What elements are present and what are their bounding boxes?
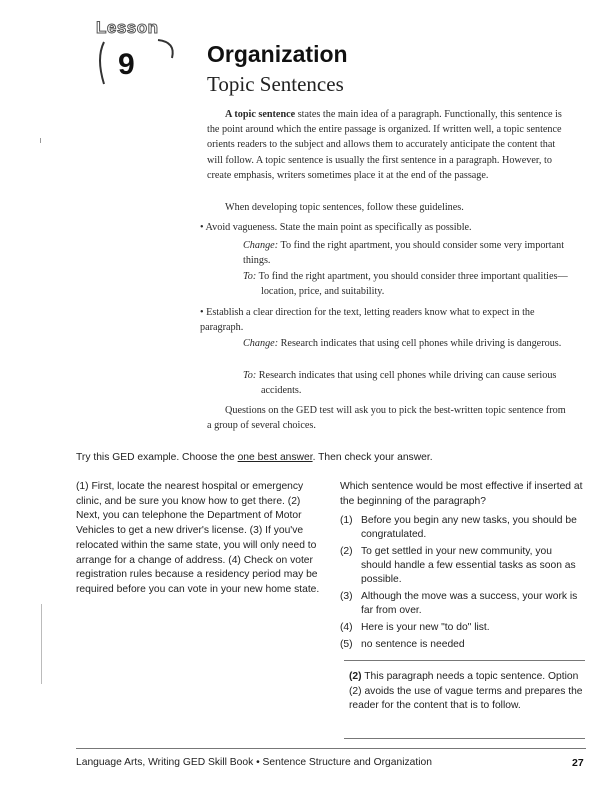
to-label: To: — [243, 370, 257, 381]
guideline-2-to — [243, 368, 591, 398]
page-title: Organization — [207, 41, 348, 67]
option-text: Here is your new "to do" list. — [361, 621, 490, 633]
option-2[interactable] — [340, 545, 585, 588]
ged-note: Questions on the GED test will ask you to pick the best-written topic sentence from a group of several choices. — [207, 405, 566, 432]
option-5[interactable] — [340, 638, 585, 652]
guideline-1-change — [243, 238, 573, 268]
change-text: To find the right apartment, you should consider some very important things. — [243, 240, 565, 267]
guideline-2: • Establish a clear direction for the text, letting readers know what to expect in the paragraph. — [200, 307, 535, 334]
footer-text: Language Arts, Writing GED Skill Book • Sentence Structure and Organization — [76, 757, 432, 768]
option-text: To get settled in your new community, you should handle a few essential tasks as soon as possible. — [361, 545, 576, 586]
option-number: (5) — [340, 638, 353, 650]
option-number: (4) — [340, 621, 353, 633]
try-text-before: Try this GED example. Choose the — [76, 452, 238, 463]
try-text-after: . Then check your answer. — [312, 452, 433, 463]
change-label: Change: — [243, 338, 279, 349]
page-number: 27 — [572, 757, 584, 769]
answer-divider-bottom — [344, 738, 585, 739]
option-number: (2) — [340, 545, 353, 557]
guideline-2-change — [243, 336, 573, 351]
answer-options — [340, 514, 585, 654]
try-instructions — [76, 451, 576, 466]
intro-paragraph — [207, 107, 572, 183]
scan-mark — [40, 138, 41, 143]
to-label: To: — [243, 271, 257, 282]
option-text: no sentence is needed — [361, 638, 465, 650]
option-4[interactable] — [340, 621, 585, 635]
lesson-label: Lesson — [96, 18, 159, 37]
guidelines-intro: When developing topic sentences, follow these guidelines. — [225, 202, 464, 213]
option-1[interactable] — [340, 514, 585, 542]
answer-divider-top — [344, 660, 585, 661]
lesson-number: 9 — [118, 48, 135, 81]
option-number: (1) — [340, 515, 353, 526]
intro-term: A topic sentence — [225, 109, 296, 120]
option-text: Although the move was a success, your work is far from over. — [361, 591, 578, 617]
try-underlined: one best answer — [237, 452, 313, 463]
example-question: Which sentence would be most effective if inserted at the beginning of the paragraph? — [340, 481, 583, 507]
answer-text: This paragraph needs a topic sentence. Option (2) avoids the use of vague terms and prepares the reader for the content that is to follow. — [349, 671, 583, 712]
to-text: Research indicates that using cell phones while driving can cause serious accidents. — [256, 370, 557, 397]
to-text: To find the right apartment, you should consider three important qualities—location, price, and suitability. — [256, 271, 568, 298]
option-text: Before you begin any new tasks, you should be congratulated. — [361, 515, 577, 541]
change-label: Change: — [243, 240, 279, 251]
answer-number: (2) — [349, 671, 362, 682]
guideline-1-to — [243, 269, 591, 299]
footer-divider — [76, 748, 586, 749]
answer-explanation — [349, 670, 583, 714]
option-number: (3) — [340, 591, 353, 603]
example-passage: (1) First, locate the nearest hospital or emergency clinic, and be sure you know how to get there. (2) Next, you can telephone the Department of Motor Vehicles to get a new driver's license. (3) If you've relocated within the same state, you will only need to arrange for a change of address. (4) Check on voter registration rules because a residency period may be required before you can vote in your new home state. — [76, 481, 320, 595]
change-text: Research indicates that using cell phones while driving is dangerous. — [278, 338, 562, 349]
guideline-1: • Avoid vagueness. State the main point as specifically as possible. — [200, 222, 472, 233]
page-subtitle: Topic Sentences — [207, 72, 344, 96]
scan-mark — [41, 604, 42, 684]
option-3[interactable] — [340, 590, 585, 618]
intro-text: states the main idea of a paragraph. Functionally, this sentence is the point around which the entire passage is organized. If written well, a topic sentence orients readers to the subject and allows them to accurately anticipate the content that will follow. A topic sentence is usually the first sentence in a paragraph. However, to create emphasis, writers sometimes place it at the end of the passage. — [207, 109, 562, 181]
